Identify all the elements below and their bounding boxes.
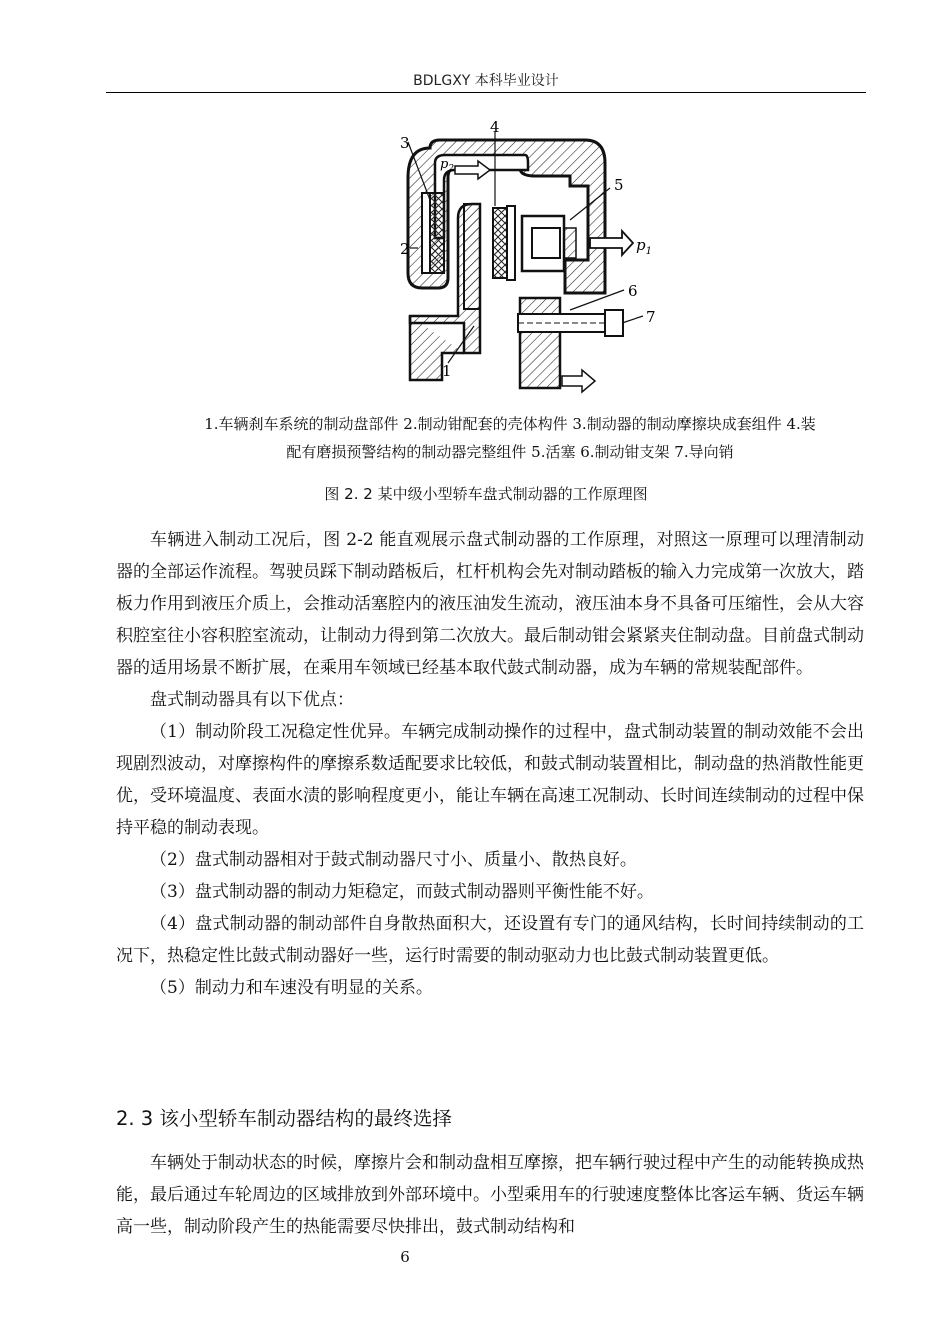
paragraph-2: 盘式制动器具有以下优点： [150,690,354,710]
section-body [116,1147,864,1243]
advantage-4: （4）盘式制动器的制动部件自身散热面积大，还设置有专门的通风结构，长时间持续制动的工况下，热稳定性比鼓式制动器好一些，运行时需要的制动驱动力也比鼓式制动装置更低。 [116,914,864,966]
figure-legend [160,410,860,466]
advantage-3: （3）盘式制动器的制动力矩稳定，而鼓式制动器则平衡性能不好。 [150,882,654,902]
page-header: BDLGXY 本科毕业设计 [413,73,559,89]
label-p2: $p_2$ [440,157,455,174]
paragraph-1: 车辆进入制动工况后，图 2-2 能直观展示盘式制动器的工作原理，对照这一原理可以理清制动器的全部运作流程。驾驶员踩下制动踏板后，杠杆机构会先对制动踏板的输入力完成第一次放大，踏板力作用到液压介质上，会推动活塞腔内的液压油发生流动，液压油本身不具备可压缩性，会从大容积腔室往小容积腔室流动，让制动力得到第二次放大。最后制动钳会紧紧夹住制动盘。目前盘式制动器的适用场景不断扩展，在乘用车领域已经基本取代鼓式制动器，成为车辆的常规装配部件。 [116,530,864,678]
disc-brake-diagram [400,118,660,396]
main-body [116,524,864,1004]
inner-pad [493,208,507,278]
advantage-2: （2）盘式制动器相对于鼓式制动器尺寸小、质量小、散热良好。 [150,850,637,870]
label-3: 3 [400,134,410,152]
legend-line-2: 配有磨损预警结构的制动器完整组件 5.活塞 6.制动钳支架 7.导向销 [286,443,734,461]
label-6: 6 [628,282,638,300]
legend-line-1: 1.车辆刹车系统的制动盘部件 2.制动钳配套的壳体构件 3.制动器的制动摩擦块成套组件 4.装 [204,415,816,433]
motion-arrow [562,370,595,392]
section-heading: 2. 3 该小型轿车制动器结构的最终选择 [116,1107,452,1130]
section-paragraph: 车辆处于制动状态的时候，摩擦片会和制动盘相互摩擦，把车辆行驶过程中产生的动能转换成热能，最后通过车轮周边的区域排放到外部环境中。小型乘用车的行驶速度整体比客运车辆、货运车辆高一些，制动阶段产生的热能需要尽快排出，鼓式制动结构和 [116,1153,864,1237]
page-number: 6 [400,1248,410,1266]
label-1: 1 [442,362,452,380]
header-rule [106,92,866,93]
label-p1: $p_1$ [636,236,652,257]
advantage-5: （5）制动力和车速没有明显的关系。 [150,978,433,998]
label-4: 4 [490,118,500,136]
label-2: 2 [400,240,410,258]
label-7: 7 [646,308,656,326]
caliper-bracket [520,298,560,388]
figure-caption: 图 2. 2 某中级小型轿车盘式制动器的工作原理图 [324,485,648,503]
advantage-1: （1）制动阶段工况稳定性优异。车辆完成制动操作的过程中，盘式制动装置的制动效能不会出现剧烈波动，对摩擦构件的摩擦系数适配要求比较低，和鼓式制动装置相比，制动盘的热消散性能更优，受环境温度、表面水渍的影响程度更小，能让车辆在高速工况制动、长时间连续制动的过程中保持平稳的制动表现。 [116,722,864,838]
label-5: 5 [614,176,624,194]
outer-pad [430,193,444,273]
